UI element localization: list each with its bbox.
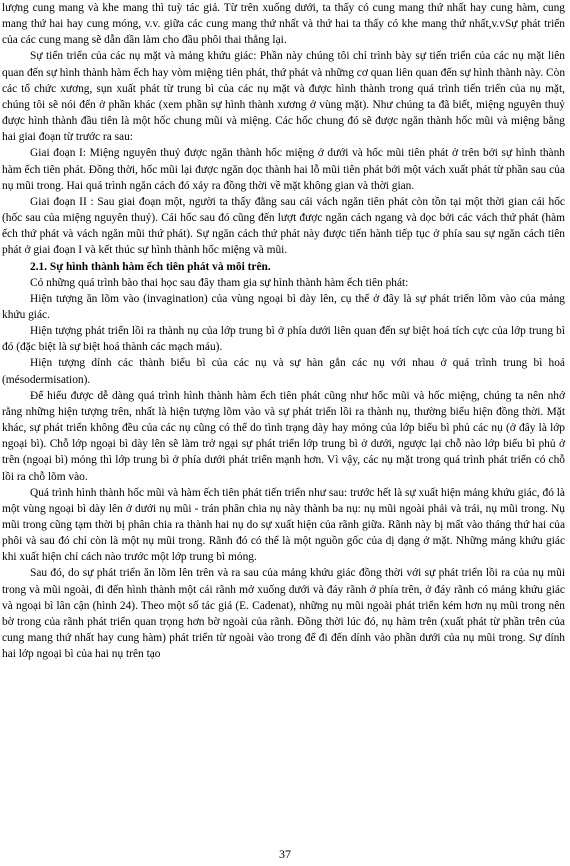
page-number: 37 [279, 847, 291, 861]
paragraph-stage-two: Giai đoạn II : Sau giai đoạn một, người ta thấy đằng sau cái vách ngăn tiên phát còn tồn tại một thời gian cái hốc (hốc sau của miệng nguyên thuỷ). Cái hốc sau đó cũng đến lượt được ngăn cách ngang và dọc bởi các vách thứ phát (hàm ếch thứ phát và vách ngăn mũi thứ phát). Sự ngăn cách thứ phát này được tiến hành tiếp tục ở phía sau sự ngăn cách tiên phát ở giai đoạn I và kết thúc sự hình thành hốc miệng và mũi. [2, 195, 565, 257]
paragraph-invagination: Hiện tượng ăn lõm vào (invagination) của vùng ngoại bì dày lên, cụ thể ở đây là sự phát triển lõm vào của mảng khứu giác. [2, 292, 565, 321]
paragraph-nasal-cavity-formation: Quá trình hình thành hốc mũi và hàm ếch tiên phát tiến triển như sau: trước hết là sự xuất hiện mảng khứu giác, đó là một vùng ngoại bì dày lên ở dưới nụ mũi - trán phân chia nụ này thành ba nụ: nụ mũi ngoài phải và trái, nụ mũi trong. Nụ mũi trong cũng tạm thời bị phân chia ra thành hai nụ do sự xuất hiện của rãnh giữa. Rãnh này bị mất vào tháng thứ hai của phôi và sau đó chỉ còn là một nụ mũi trong. Rãnh đó có thể là một nguồn gốc của dị dạng ở mặt. Những mảng khứu giác khi xuất hiện chỉ cách nào trước một lớp trung bì mỏng. [2, 486, 565, 564]
paragraph-gill-arches: lượng cung mang và khe mang thì tuỳ tác giả. Từ trên xuống dưới, ta thấy có cung mang thứ nhất hay cung hàm, cung mang thứ hai hay cung móng, v.v. giữa các cung mang thứ nhất và thứ hai ta thấy có khe mang thứ nhất,v.vSự phát triển của các cung mang sẽ dẫn dần làm cho đầu phôi thai thẳng lại. [2, 2, 565, 47]
paragraph-stage-one: Giai đoạn I: Miệng nguyên thuỷ được ngăn thành hốc miệng ở dưới và hốc mũi tiên phát ở trên bởi sự hình thành hàm ếch tiên phát. Đồng thời, hốc mũi lại được ngăn dọc thành hai lỗ mũi tiên phát bởi một vách xuất phát từ phần sau của nụ mũi trong. Hai quá trình ngăn cách đó xảy ra đồng thời về mặt không gian và thời gian. [2, 147, 565, 192]
paragraph-bud-growth: Hiện tượng phát triển lồi ra thành nụ của lớp trung bì ở phía dưới liên quan đến sự biệt hoá tích cực của lớp trung bì đó (đặc biệt là sự biệt hoá thành các mạch máu). [2, 325, 565, 354]
paragraph-processes-intro: Có những quá trình bào thai học sau đây tham gia sự hình thành hàm ếch tiên phát: [30, 276, 409, 289]
section-heading: 2.1. Sự hình thành hàm ếch tiên phát và môi trên. [30, 260, 271, 273]
paragraph-groove-formation: Sau đó, do sự phát triển ăn lõm lên trên và ra sau của mảng khứu giác đồng thời với sự phát triển lồi ra của nụ mũi trong và mũi ngoài, đi đến hình thành một cái rãnh mở xuống dưới và đáy rãnh ở phía trên, ở đáy rãnh có mảng khứu giác và ngoại bì lân cận (hình 24). Theo một số tác giả (E. Cadenat), những nụ mũi ngoài phát triển kém hơn nụ mũi trong nên bờ trong của rãnh phát triển quan trọng hơn bờ ngoài của rãnh. Đồng thời lúc đó, nụ hàm trên (xuất phát từ phần trên của cung mang thứ nhất hay cung hàm) phát triển từ ngoài vào trong để đi đến dính vào phần dưới của nụ mũi trong. Sự dính hai lớp ngoại bì của hai nụ trên tạo [2, 567, 565, 661]
paragraph-understanding: Để hiểu được dễ dàng quá trình hình thành hàm ếch tiên phát cũng như hốc mũi và hốc miệng, chúng ta nên nhớ rằng những hiện tượng trên, nhất là hiện tượng lõm vào và sự phát triển lồi ra thành nụ, thường biểu hiện đồng thời. Mặt khác, sự phát triển không đều của các nụ cũng có thể do tình trạng dày hay mỏng của lớp biểu bì phủ các nụ (ở đây là lớp ngoại bì). Chỗ lớp ngoại bì dày lên sẽ làm trở ngại sự phát triển lớp trung bì ở dưới, ngược lại chỗ nào lớp biểu bì phủ ở trên (ngoại bì) mỏng thì lớp trung bì ở phía dưới phát triển mạnh hơn. Vì vậy, các nụ mặt trong quá trình phát triển có chỗ lồi ra chỗ lõm vào. [2, 389, 565, 483]
paragraph-facial-buds: Sự tiến triển của các nụ mặt và mảng khứu giác: Phần này chúng tôi chỉ trình bày sự tiến triển của các nụ mặt liên quan đến sự hình thành hàm ếch hay vòm miệng tiên phát, thứ phát và những cơ quan liên quan đến sự hình thành này. Còn các tổ chức xương, sụn xuất phát từ trung bì của các nụ mặt và được hình thành trong quá trình tiến triển của nụ mặt, chúng tôi sẽ nói đến ở phần khác (xem phần sự hình thành xương ở vùng mặt). Như chúng ta đã biết, miệng nguyên thuỷ được hình thành đầu tiên là một hốc chung mũi và miệng. Các hốc chung đó sẽ được ngăn thành hốc mũi và miệng bằng hai giai đoạn từ trước ra sau: [2, 50, 566, 144]
paragraph-mesodermisation: Hiện tượng dính các thành biểu bì của các nụ và sự hàn gắn các nụ với nhau ở quá trình trung bì hoá (mésodermisation). [2, 357, 565, 386]
document-page [2, 0, 565, 866]
